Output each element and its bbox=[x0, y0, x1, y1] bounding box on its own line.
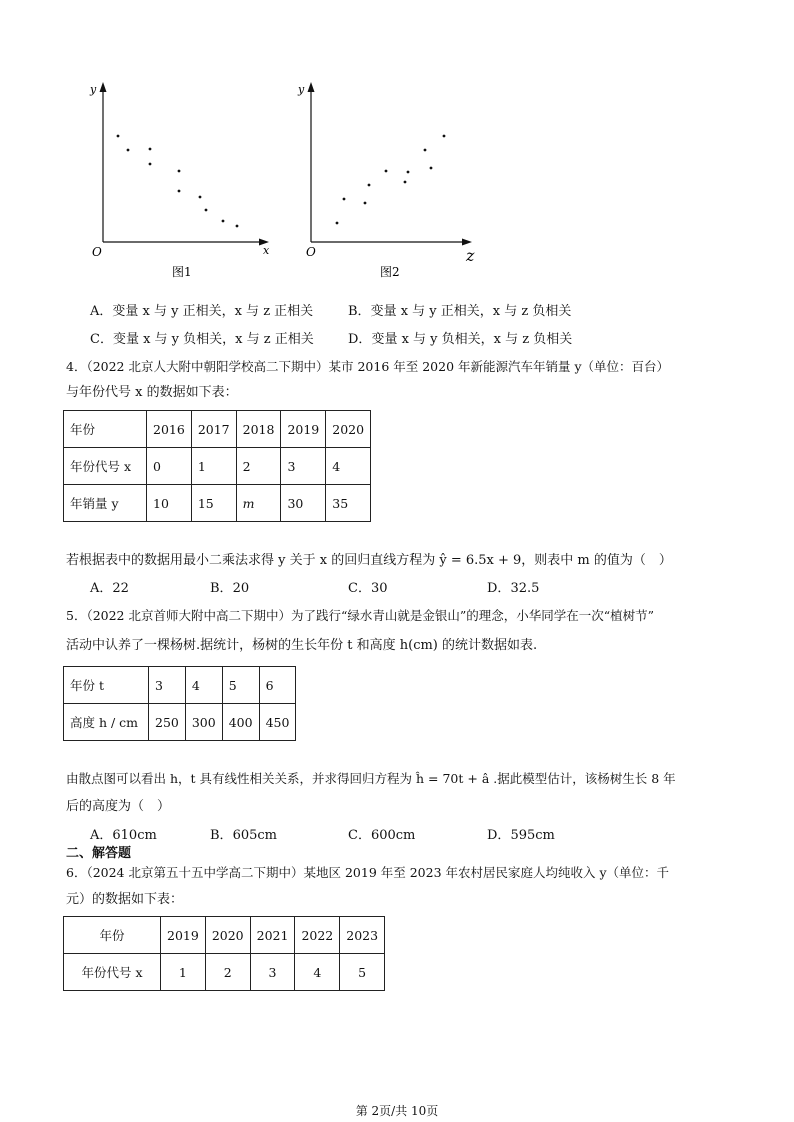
q6-stem-line-1: 6．（2024 北京第五十五中学高二下期中）某地区 2019 年至 2023 年农村居民家庭人均纯收入 y（单位：千 bbox=[66, 865, 670, 880]
data-point bbox=[430, 167, 433, 170]
q4-option-a[interactable]: A．22 bbox=[90, 581, 129, 596]
fig2-origin: O bbox=[306, 245, 316, 259]
fig2-y-label: y bbox=[298, 83, 305, 96]
fig2-points bbox=[336, 135, 446, 225]
q4-option-c[interactable]: C．30 bbox=[348, 581, 388, 596]
q6-table bbox=[63, 916, 385, 991]
q5-question-line-2: 后的高度为（ ） bbox=[66, 799, 171, 814]
q5-option-b[interactable]: B．605cm bbox=[210, 828, 277, 843]
data-point bbox=[443, 135, 446, 138]
data-point bbox=[149, 163, 152, 166]
data-point bbox=[149, 148, 152, 151]
q5-option-a[interactable]: A．610cm bbox=[90, 828, 157, 843]
fig1-caption: 图1 bbox=[172, 265, 192, 279]
q3-option-a[interactable]: A．变量 x 与 y 正相关，x 与 z 正相关 bbox=[90, 304, 314, 319]
page-footer: 第 2页/共 10页 bbox=[355, 1104, 439, 1118]
data-point bbox=[178, 190, 181, 193]
data-point bbox=[205, 209, 208, 212]
q4-stem-line-2: 与年份代号 x 的数据如下表： bbox=[66, 385, 238, 400]
fig2-z-label: z bbox=[466, 246, 475, 265]
scatter-figure-1 bbox=[88, 80, 278, 280]
q4-option-b[interactable]: B．20 bbox=[210, 581, 250, 596]
data-point bbox=[385, 170, 388, 173]
fig2-caption: 图2 bbox=[380, 265, 400, 279]
q5-option-d[interactable]: D．595cm bbox=[487, 828, 555, 843]
data-point bbox=[117, 135, 120, 138]
table-row: 年份 2019 2020 2021 2022 2023 bbox=[64, 917, 385, 954]
q4-stem-line-1: 4．（2022 北京人大附中朝阳学校高二下期中）某市 2016 年至 2020 年新能源汽车年销量 y（单位：百台） bbox=[66, 359, 670, 374]
q3-option-b[interactable]: B．变量 x 与 y 正相关，x 与 z 负相关 bbox=[348, 304, 572, 319]
table-row: 年份代号 x 0 1 2 3 4 bbox=[64, 448, 371, 485]
fig1-origin: O bbox=[92, 245, 102, 259]
q5-table bbox=[63, 666, 296, 741]
q5-stem-line-2: 活动中认养了一棵杨树.据统计，杨树的生长年份 t 和高度 h(cm) 的统计数据如表. bbox=[66, 638, 538, 653]
fig1-y-label: y bbox=[90, 83, 97, 96]
fig1-points bbox=[117, 135, 239, 228]
q5-question-line-1: 由散点图可以看出 h，t 具有线性相关关系，并求得回归方程为 ĥ = 70t + â .据此模型估计，该杨树生长 8 年 bbox=[66, 771, 676, 786]
q3-option-d[interactable]: D．变量 x 与 y 负相关，x 与 z 负相关 bbox=[348, 332, 573, 347]
data-point bbox=[364, 202, 367, 205]
table-row: 年份代号 x 1 2 3 4 5 bbox=[64, 954, 385, 991]
data-point bbox=[343, 198, 346, 201]
table-row: 年销量 y 10 15 m 30 35 bbox=[64, 485, 371, 522]
section-heading: 二、解答题 bbox=[66, 846, 132, 861]
data-point bbox=[127, 149, 130, 152]
scatter-figure-2 bbox=[296, 80, 496, 280]
q6-stem-line-2: 元）的数据如下表： bbox=[66, 892, 184, 907]
q5-option-c[interactable]: C．600cm bbox=[348, 828, 416, 843]
q4-table bbox=[63, 410, 371, 522]
q4-question: 若根据表中的数据用最小二乘法求得 y 关于 x 的回归直线方程为 ŷ = 6.5x + 9，则表中 m 的值为（ ） bbox=[66, 553, 672, 568]
data-point bbox=[178, 170, 181, 173]
table-row: 年份 t 3 4 5 6 bbox=[64, 667, 296, 704]
data-point bbox=[236, 225, 239, 228]
q3-option-c[interactable]: C．变量 x 与 y 负相关，x 与 z 正相关 bbox=[90, 332, 314, 347]
table-row: 高度 h / cm 250 300 400 450 bbox=[64, 704, 296, 741]
data-point bbox=[407, 171, 410, 174]
data-point bbox=[336, 222, 339, 225]
data-point bbox=[199, 196, 202, 199]
fig1-x-label: x bbox=[263, 244, 270, 257]
data-point bbox=[368, 184, 371, 187]
data-point bbox=[404, 181, 407, 184]
table-row: 年份 2016 2017 2018 2019 2020 bbox=[64, 411, 371, 448]
q4-option-d[interactable]: D．32.5 bbox=[487, 581, 540, 596]
data-point bbox=[222, 220, 225, 223]
data-point bbox=[424, 149, 427, 152]
q5-stem-line-1: 5．（2022 北京首师大附中高二下期中）为了践行“绿水青山就是金银山”的理念，小华同学在一次“植树节” bbox=[66, 608, 655, 623]
